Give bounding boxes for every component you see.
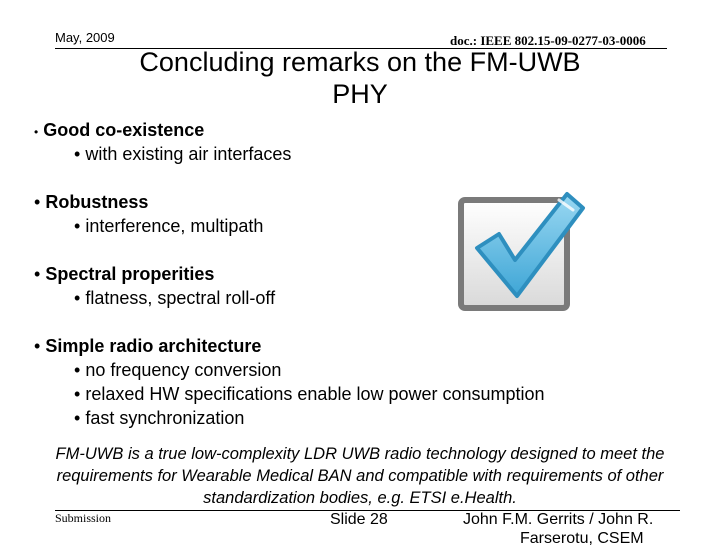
footer-authors: John F.M. Gerrits / John R. xyxy=(463,511,654,528)
header-date: May, 2009 xyxy=(55,30,115,45)
bullet-item-4 xyxy=(34,336,261,357)
bullet-item-2 xyxy=(34,192,148,213)
bullet-text: Robustness xyxy=(45,192,149,212)
footer-slide-number: Slide 28 xyxy=(330,511,388,528)
sub-bullet xyxy=(74,288,275,309)
sub-bullet xyxy=(74,384,545,405)
bullet-marker: • xyxy=(34,336,41,356)
bullet-marker: • xyxy=(34,125,39,139)
bullet-marker: • xyxy=(34,192,41,212)
header-doc-id: doc.: IEEE 802.15-09-0277-03-0006 xyxy=(450,33,646,48)
sub-bullet xyxy=(74,216,263,237)
checkmark-icon xyxy=(455,186,587,314)
footer-submission: Submission xyxy=(55,511,112,525)
sub-bullet-text: interference, multipath xyxy=(85,216,264,236)
sub-bullet-text: fast synchronization xyxy=(85,408,245,428)
sub-bullet-text: with existing air interfaces xyxy=(85,144,292,164)
bullet-text: Spectral properities xyxy=(45,264,215,284)
footer-authors-continued: Farserotu, CSEM xyxy=(520,530,644,547)
bullet-text: Good co-existence xyxy=(43,120,205,140)
sub-bullet-text: flatness, spectral roll-off xyxy=(85,288,276,308)
sub-bullet xyxy=(74,408,244,429)
sub-bullet xyxy=(74,144,291,165)
bullet-text: Simple radio architecture xyxy=(45,336,262,356)
bullet-marker: • xyxy=(74,144,81,164)
bullet-marker: • xyxy=(74,288,81,308)
bullet-marker: • xyxy=(34,264,41,284)
bullet-item-1 xyxy=(34,120,204,141)
bullet-item-3 xyxy=(34,264,214,285)
bullet-marker: • xyxy=(74,360,81,380)
sub-bullet xyxy=(74,360,281,381)
sub-bullet-text: relaxed HW specifications enable low power consumption xyxy=(85,384,545,404)
bullet-marker: • xyxy=(74,408,81,428)
slide-title: Concluding remarks on the FM-UWB PHY xyxy=(139,47,581,109)
closing-note: FM-UWB is a true low-complexity LDR UWB radio technology designed to meet the requirements for Wearable Medical BAN and compatible with requirements of other standardization bodies, e.g. ETSI e.Health. xyxy=(55,445,665,507)
bullet-marker: • xyxy=(74,216,81,236)
sub-bullet-text: no frequency conversion xyxy=(85,360,282,380)
bullet-marker: • xyxy=(74,384,81,404)
